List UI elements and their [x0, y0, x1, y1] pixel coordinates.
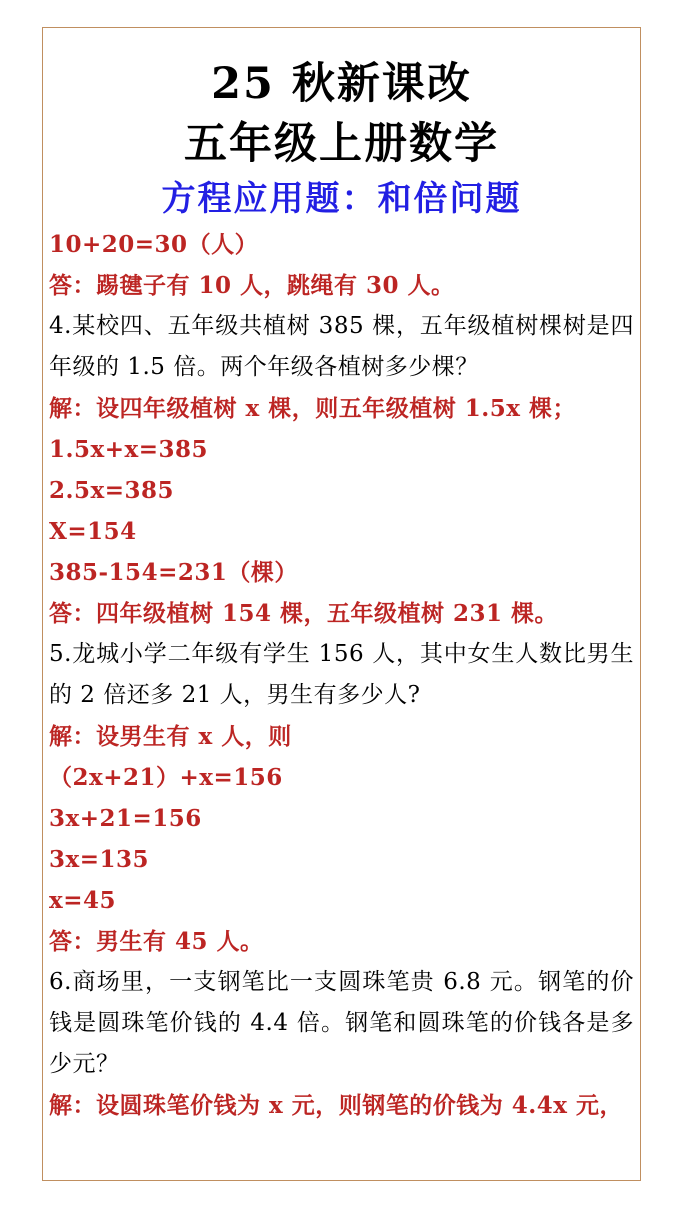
- answer-text: 解：设四年级植树 x 棵，则五年级植树 1.5x 棵；: [49, 395, 576, 422]
- answer-text: 答：四年级植树 154 棵，五年级植树 231 棵。: [49, 600, 559, 627]
- question-text: 5.龙城小学二年级有学生 156 人，其中女生人数比男生的 2 倍还多 21 人，男生有多少人?: [49, 641, 634, 708]
- question-text: 4.某校四、五年级共植树 385 棵，五年级植树棵树是四年级的 1.5 倍。两个年级各植树多少棵？: [49, 313, 634, 380]
- answer-text: 2.5x=385: [49, 477, 175, 504]
- worksheet-page: [42, 27, 641, 1181]
- page-subtitle: 方程应用题：和倍问题: [161, 179, 522, 219]
- worksheet-body: [49, 224, 634, 1126]
- answer-text: x=45: [49, 887, 116, 914]
- answer-text: （2x+21）+x=156: [49, 764, 283, 791]
- answer-text: 3x+21=156: [49, 805, 202, 832]
- page-header: [49, 54, 634, 224]
- page-title-line2: 五年级上册数学: [184, 119, 499, 169]
- answer-text: 3x=135: [49, 846, 149, 873]
- answer-text: 385-154=231（棵）: [49, 559, 298, 586]
- answer-text: 答：男生有 45 人。: [49, 928, 264, 955]
- answer-text: 解：设男生有 x 人，则: [49, 723, 292, 750]
- question-text: 6.商场里，一支钢笔比一支圆珠笔贵 6.8 元。钢笔的价钱是圆珠笔价钱的 4.4 倍。钢笔和圆珠笔的价钱各是多少元？: [49, 969, 634, 1077]
- answer-text: 解：设圆珠笔价钱为 x 元，则钢笔的价钱为 4.4x 元，: [49, 1092, 623, 1119]
- answer-text: X=154: [49, 518, 137, 545]
- answer-text: 10+20=30（人）: [49, 231, 259, 258]
- page-title-line1: 25 秋新课改: [211, 59, 472, 109]
- answer-text: 答：踢毽子有 10 人，跳绳有 30 人。: [49, 272, 455, 299]
- answer-text: 1.5x+x=385: [49, 436, 208, 463]
